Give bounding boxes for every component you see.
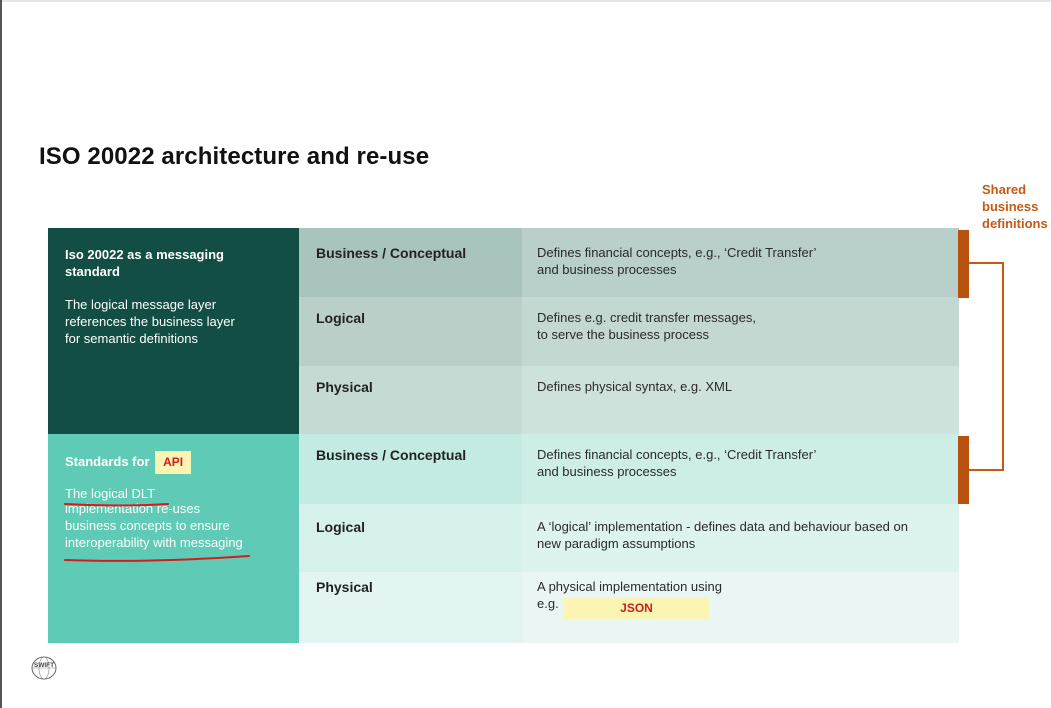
description-line: Defines e.g. credit transfer messages, (537, 310, 756, 325)
swift-logo (30, 655, 58, 681)
shared-label-line-1: Shared (982, 182, 1027, 197)
left-border (0, 0, 2, 708)
shared-label-line-3: definitions (982, 216, 1048, 231)
table-row (299, 297, 959, 366)
table-row (299, 504, 959, 572)
description-line: A ‘logical’ implementation - defines data and behaviour based on (537, 519, 908, 534)
body-line: references the business layer (65, 314, 235, 329)
description-line: Defines physical syntax, e.g. XML (537, 379, 733, 394)
body-line: The logical DLT (65, 486, 156, 501)
description-text (537, 378, 947, 395)
description-cell (522, 228, 959, 297)
heading-line: Iso 20022 as a messaging (65, 247, 224, 262)
heading-line: standard (65, 264, 120, 279)
description-line: Defines financial concepts, e.g., ‘Credit Transfer’ (537, 245, 817, 260)
description-line: new paradigm assumptions (537, 536, 696, 551)
description-cell (522, 434, 959, 504)
table-row (299, 228, 959, 297)
red-underline-annotation (48, 434, 299, 643)
standards-for-api-panel (48, 434, 299, 643)
table-row (299, 434, 959, 504)
json-badge: JSON (564, 597, 709, 619)
description-cell (522, 366, 959, 434)
shared-business-definitions-label (982, 181, 1051, 232)
description-line: e.g. (537, 596, 559, 611)
description-cell (522, 297, 959, 366)
top-border (0, 0, 1051, 2)
connector-top-line (969, 262, 1004, 264)
connector-bottom-line (969, 469, 1004, 471)
description-line: A physical implementation using (537, 579, 722, 594)
page-title: ISO 20022 architecture and re-use (39, 143, 430, 170)
top-business-brace (958, 230, 969, 298)
description-text (537, 518, 947, 552)
description-text (537, 309, 947, 343)
description-line: and business processes (537, 464, 677, 479)
body-line: The logical message layer (65, 297, 217, 312)
description-line: and business processes (537, 262, 677, 277)
messaging-standard-heading (65, 246, 224, 280)
messaging-standard-body (65, 296, 235, 347)
level-label: Business / Conceptual (316, 245, 467, 261)
body-line: business concepts to ensure (65, 518, 230, 533)
description-line: Defines financial concepts, e.g., ‘Credit Transfer’ (537, 447, 817, 462)
level-label: Physical (316, 379, 373, 395)
level-label: Business / Conceptual (316, 447, 467, 463)
level-label: Physical (316, 579, 373, 595)
level-cell (299, 504, 522, 572)
messaging-standard-panel (48, 228, 299, 434)
body-line: for semantic definitions (65, 331, 198, 346)
level-cell (299, 297, 522, 366)
heading-text: Standards for (65, 453, 150, 469)
description-text (537, 244, 947, 278)
level-cell (299, 228, 522, 297)
connector-vertical-line (1002, 262, 1004, 471)
bottom-business-brace (958, 436, 969, 504)
table-row (299, 572, 959, 643)
body-line: interoperability with messaging (65, 535, 243, 550)
api-badge: API (155, 451, 191, 474)
level-cell (299, 572, 522, 643)
level-label: Logical (316, 519, 366, 535)
body-line: implementation re-uses (65, 501, 201, 516)
description-line: to serve the business process (537, 327, 709, 342)
swift-logo-text: SWIFT (33, 662, 55, 669)
level-cell (299, 434, 522, 504)
level-label: Logical (316, 310, 366, 326)
description-cell (522, 572, 959, 643)
shared-label-line-2: business (982, 199, 1039, 214)
description-cell (522, 504, 959, 572)
table-row (299, 366, 959, 434)
description-text (537, 446, 947, 480)
level-cell (299, 366, 522, 434)
